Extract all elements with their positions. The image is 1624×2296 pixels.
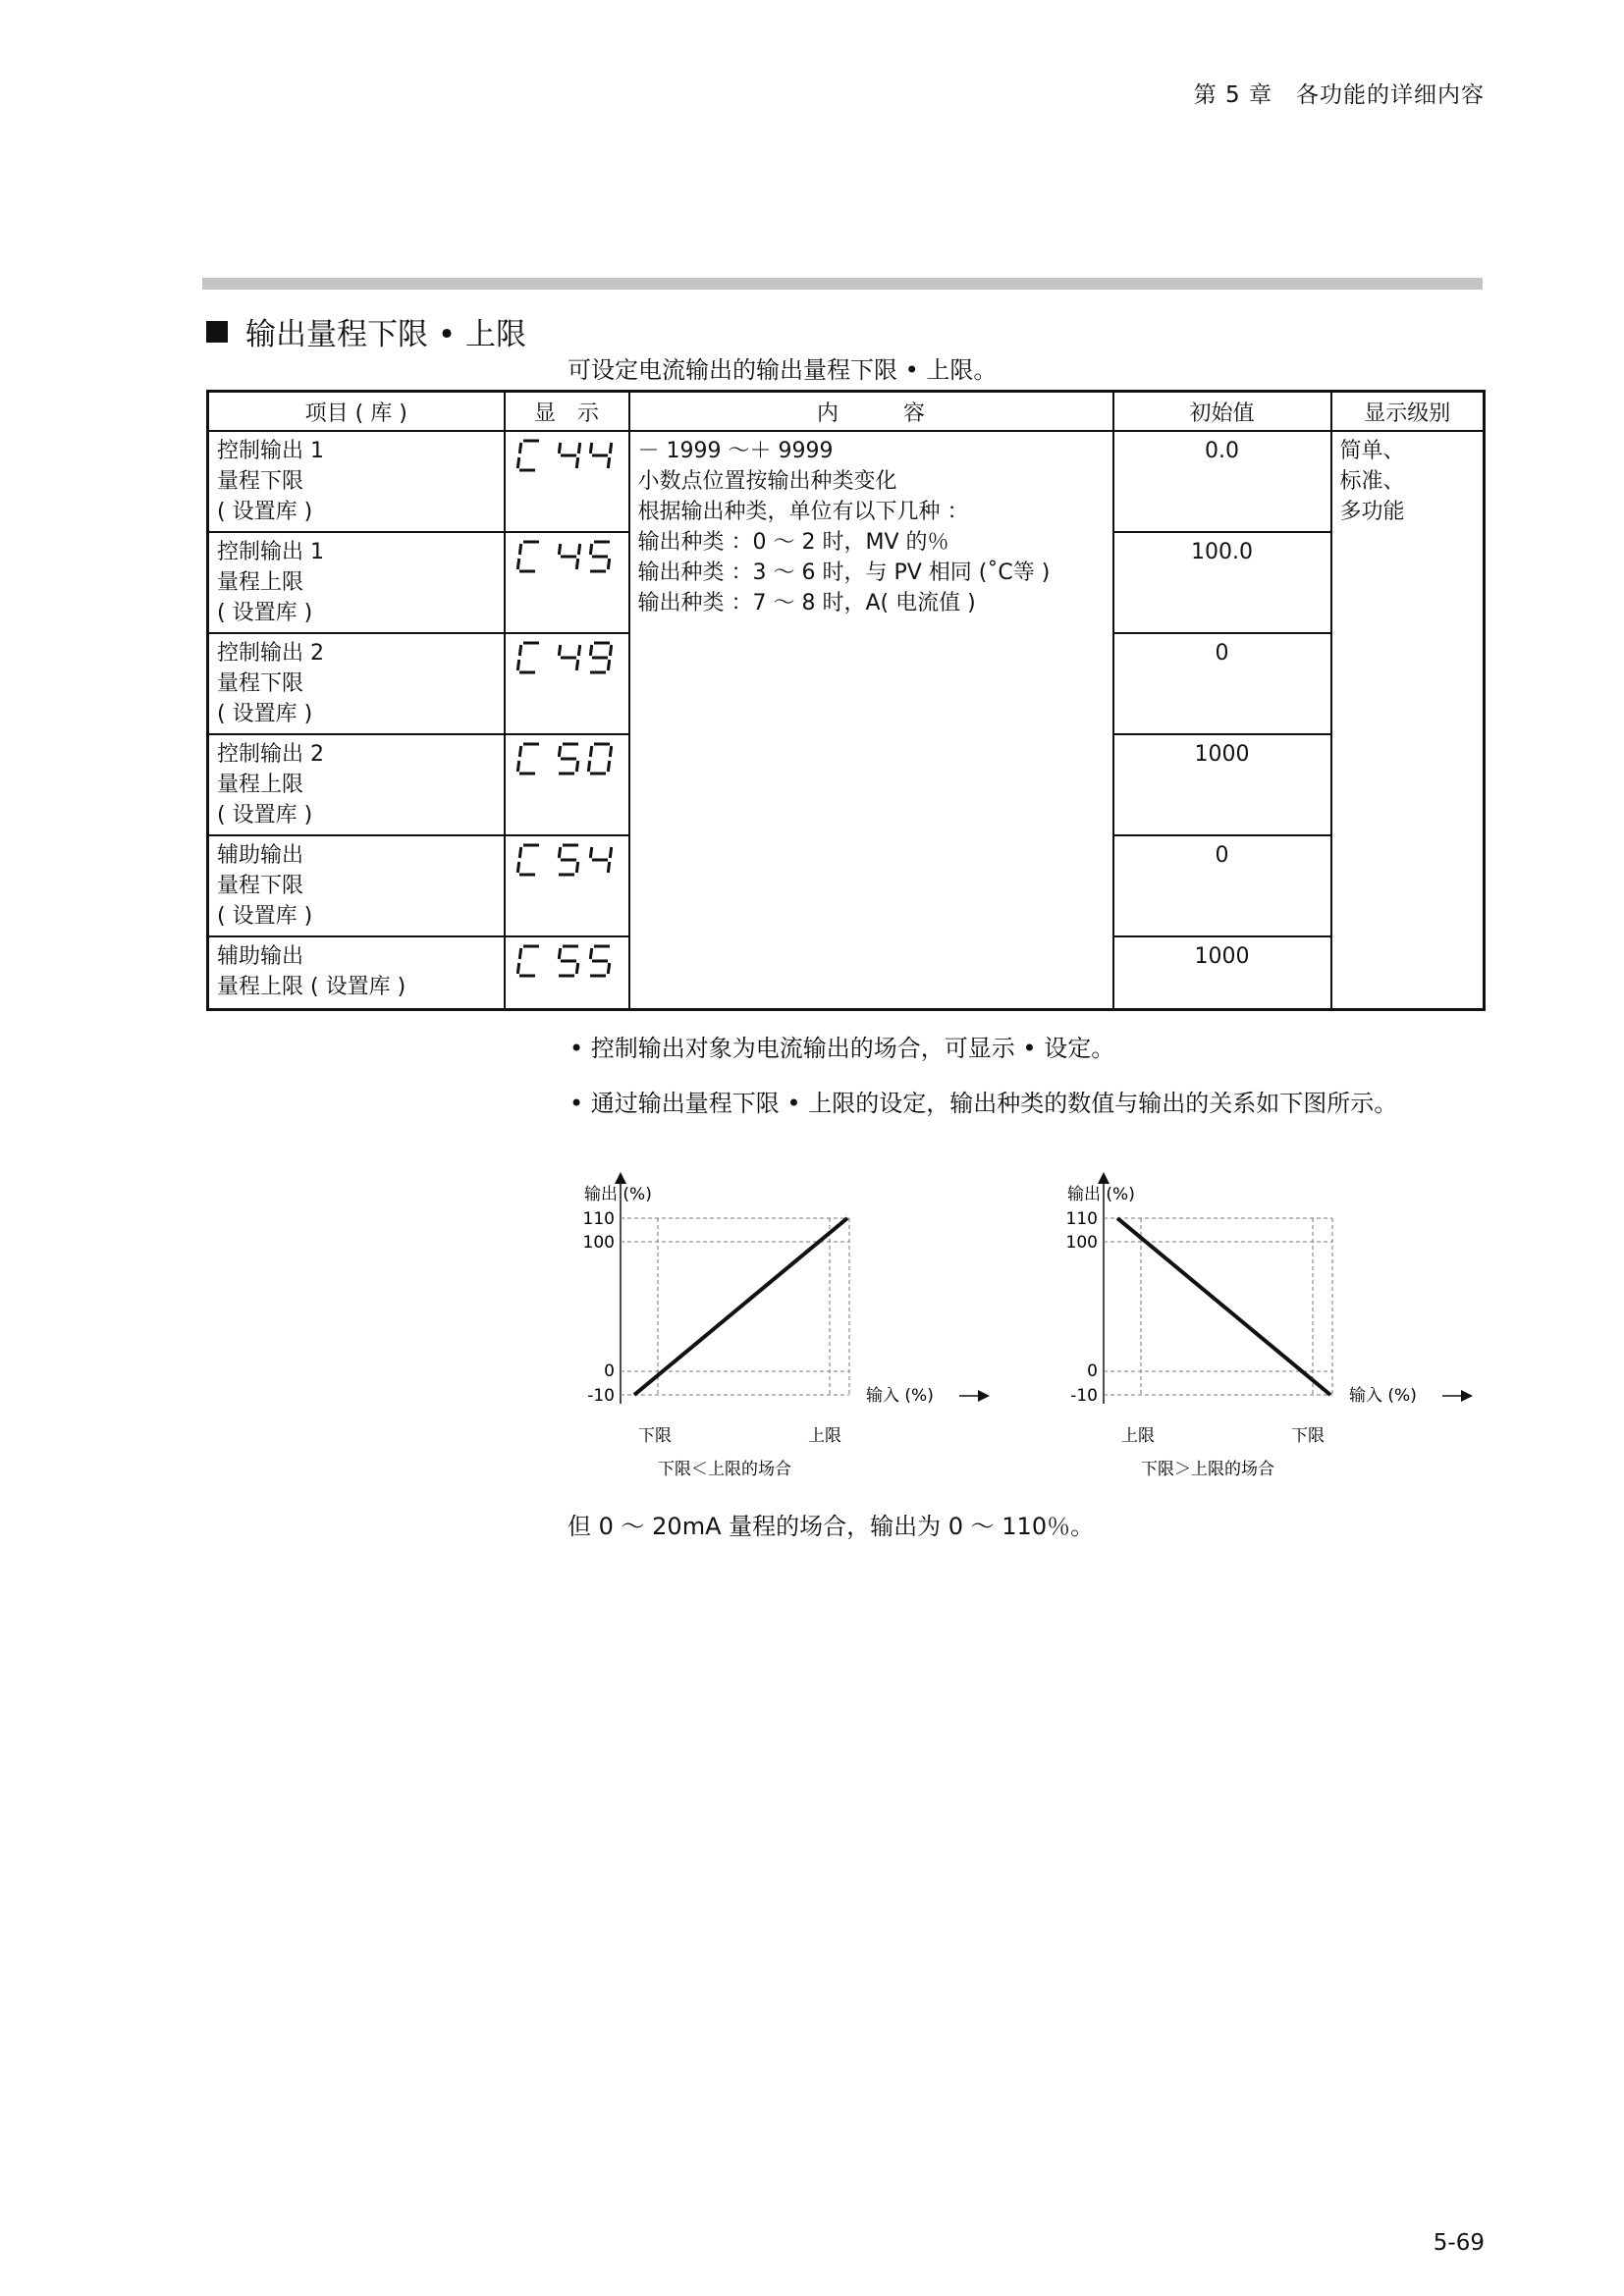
seven-segment-display: [514, 840, 622, 880]
segment-e: [517, 559, 518, 569]
display-cell: [505, 532, 629, 633]
segment-f: [590, 645, 591, 656]
initial-value-cell: 0: [1113, 633, 1331, 734]
y-tick-label: 0: [604, 1362, 615, 1381]
page-number: 5-69: [1433, 2230, 1485, 2256]
segment-e: [517, 862, 518, 873]
seven-segment-display: [514, 537, 622, 576]
segment-f: [519, 443, 520, 454]
display-cell: [505, 633, 629, 734]
content-line: － 1999 ～＋ 9999: [637, 439, 834, 463]
segment-f: [519, 544, 520, 555]
x-mark-label: 上限: [808, 1426, 841, 1446]
x-axis-label: 输入 (%): [866, 1386, 934, 1406]
y-tick-label: 0: [1087, 1362, 1098, 1381]
y-tick-label: 110: [1065, 1209, 1098, 1229]
segment-c: [608, 963, 609, 974]
level-line: 标准、: [1339, 469, 1405, 494]
segment-b: [610, 746, 611, 757]
y-tick-label: 100: [582, 1233, 615, 1253]
bullet-note: • 控制输出对象为电流输出的场合，可显示 • 设定。: [569, 1035, 1115, 1062]
item-line: 控制输出 2: [217, 742, 324, 767]
content-line: 小数点位置按输出种类变化: [637, 469, 897, 494]
content-cell: [629, 431, 1113, 1010]
display-cell: [505, 734, 629, 835]
y-axis-label: 输出 (%): [584, 1185, 652, 1204]
segment-e: [517, 761, 518, 772]
content-line: 根据输出种类，单位有以下几种 ：: [637, 500, 969, 524]
display-cell: [505, 431, 629, 532]
initial-value-cell: 0: [1113, 835, 1331, 936]
segment-c: [576, 457, 577, 468]
x-axis-label: 输入 (%): [1349, 1386, 1417, 1406]
initial-value-cell: 0.0: [1113, 431, 1331, 532]
item-line: ( 设置库 ): [217, 904, 313, 929]
segment-e: [517, 660, 518, 670]
seven-segment-display: [514, 436, 622, 475]
square-bullet-icon: [206, 321, 228, 343]
content-line: 输出种类 ：7 ～ 8 时，A( 电流值 ): [637, 591, 976, 615]
segment-c: [576, 761, 577, 772]
item-line: 量程下限: [217, 469, 304, 494]
segment-f: [590, 544, 591, 555]
item-cell: [208, 835, 505, 936]
segment-f: [590, 443, 591, 454]
segment-f: [559, 645, 560, 656]
segment-f: [559, 746, 560, 757]
seven-segment-display: [514, 739, 622, 778]
initial-value-cell: 100.0: [1113, 532, 1331, 633]
segment-e: [588, 761, 589, 772]
segment-b: [610, 443, 611, 454]
item-line: 量程下限: [217, 671, 304, 696]
section-rule: [202, 278, 1483, 290]
segment-f: [519, 948, 520, 959]
header-item: 项目 ( 库 ): [208, 392, 505, 432]
parameter-table: [206, 390, 1486, 1011]
initial-value-cell: 1000: [1113, 936, 1331, 1010]
output-line: [634, 1218, 847, 1395]
graph-lower-less-than-upper: [569, 1168, 1001, 1496]
segment-f: [519, 847, 520, 858]
item-line: 量程上限 ( 设置库 ): [217, 975, 406, 999]
item-line: ( 设置库 ): [217, 702, 313, 726]
x-mark-label: 下限: [638, 1426, 672, 1446]
segment-f: [559, 847, 560, 858]
item-line: ( 设置库 ): [217, 500, 313, 524]
y-tick-label: 100: [1065, 1233, 1098, 1253]
segment-c: [608, 559, 609, 569]
item-cell: [208, 431, 505, 532]
item-line: 控制输出 2: [217, 641, 324, 666]
item-cell: [208, 936, 505, 1010]
chapter-header: 第 5 章 各功能的详细内容: [1193, 82, 1485, 108]
section-title-text: 输出量程下限 • 上限: [245, 317, 526, 352]
graph-caption: 下限＞上限的场合: [1141, 1460, 1274, 1479]
display-cell: [505, 936, 629, 1010]
y-axis-label: 输出 (%): [1067, 1185, 1135, 1204]
output-line: [1117, 1218, 1330, 1395]
item-line: ( 设置库 ): [217, 803, 313, 828]
item-cell: [208, 633, 505, 734]
segment-b: [578, 645, 579, 656]
item-line: 量程上限: [217, 773, 304, 797]
segment-f: [590, 746, 591, 757]
item-line: 控制输出 1: [217, 540, 324, 564]
y-tick-label: 110: [582, 1209, 615, 1229]
segment-b: [610, 847, 611, 858]
initial-value-cell: 1000: [1113, 734, 1331, 835]
segment-c: [608, 660, 609, 670]
segment-b: [610, 645, 611, 656]
footnote: 但 0 ～ 20mA 量程的场合，输出为 0 ～ 110％。: [568, 1513, 1095, 1540]
content-line: 输出种类 ：3 ～ 6 时，与 PV 相同 (˚C等 ): [637, 561, 1051, 585]
section-title: [206, 309, 526, 353]
segment-f: [519, 746, 520, 757]
item-line: 辅助输出: [217, 944, 304, 969]
segment-e: [517, 457, 518, 468]
segment-f: [519, 645, 520, 656]
section-intro: 可设定电流输出的输出量程下限 • 上限。: [568, 356, 998, 384]
item-cell: [208, 532, 505, 633]
segment-f: [559, 443, 560, 454]
segment-e: [517, 963, 518, 974]
segment-c: [608, 457, 609, 468]
item-line: 辅助输出: [217, 843, 304, 868]
segment-f: [590, 948, 591, 959]
item-line: 量程下限: [217, 874, 304, 898]
segment-c: [576, 963, 577, 974]
segment-f: [590, 847, 591, 858]
graph-caption: 下限＜上限的场合: [658, 1460, 791, 1479]
level-line: 多功能: [1339, 500, 1405, 524]
seven-segment-display: [514, 638, 622, 677]
x-mark-label: 下限: [1291, 1426, 1325, 1446]
header-display: 显 示: [505, 392, 629, 432]
table-header-row: [208, 392, 1485, 432]
item-line: 控制输出 1: [217, 439, 324, 463]
display-cell: [505, 835, 629, 936]
segment-b: [578, 443, 579, 454]
graph-lower-greater-than-upper: [1053, 1168, 1485, 1496]
header-initial: 初始值: [1113, 392, 1331, 432]
segment-c: [608, 862, 609, 873]
segment-c: [576, 660, 577, 670]
seven-segment-display: [514, 941, 622, 981]
segment-f: [559, 948, 560, 959]
header-level: 显示级别: [1331, 392, 1485, 432]
segment-f: [559, 544, 560, 555]
item-line: ( 设置库 ): [217, 601, 313, 625]
x-mark-label: 上限: [1121, 1426, 1155, 1446]
level-line: 简单、: [1339, 439, 1405, 463]
segment-c: [576, 862, 577, 873]
segment-c: [576, 559, 577, 569]
table-row: [208, 431, 1485, 532]
y-tick-label: -10: [587, 1386, 615, 1406]
header-content: 内 容: [629, 392, 1113, 432]
y-tick-label: -10: [1070, 1386, 1098, 1406]
segment-b: [578, 544, 579, 555]
bullet-note: • 通过输出量程下限 • 上限的设定，输出种类的数值与输出的关系如下图所示。: [569, 1090, 1398, 1117]
item-line: 量程上限: [217, 570, 304, 595]
level-cell: [1331, 431, 1485, 1010]
segment-c: [608, 761, 609, 772]
content-line: 输出种类 ：0 ～ 2 时，MV 的％: [637, 530, 949, 555]
item-cell: [208, 734, 505, 835]
